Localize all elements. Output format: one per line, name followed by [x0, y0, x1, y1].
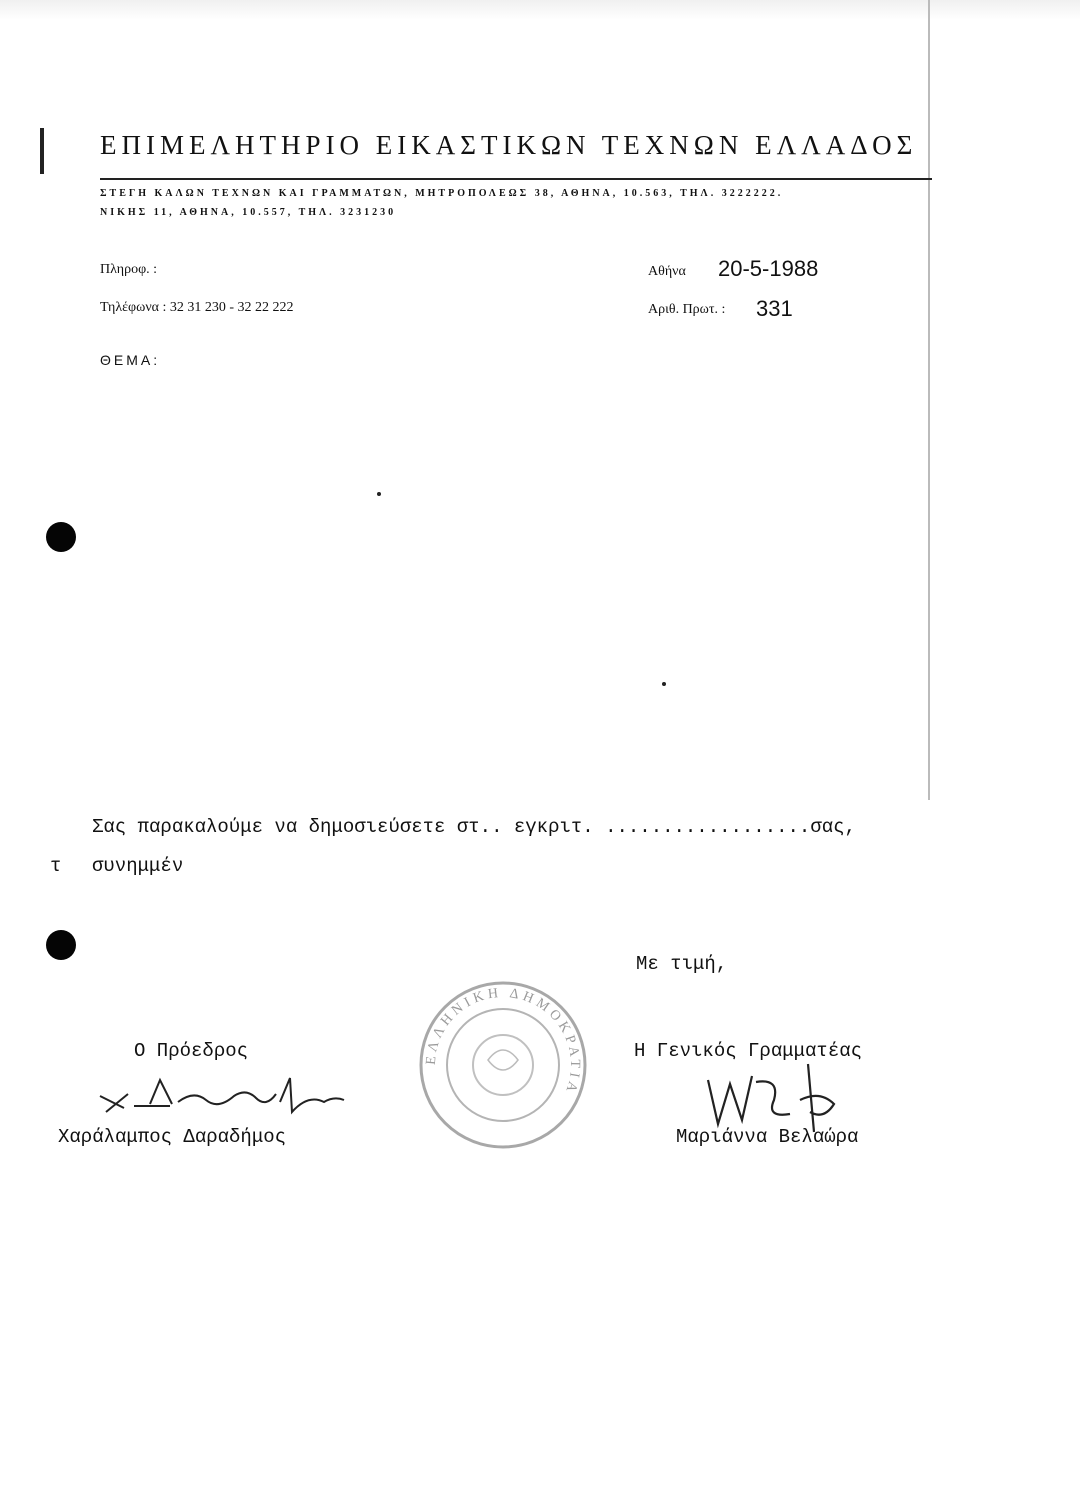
scan-artifact-line	[928, 0, 930, 800]
scan-artifact-bar	[40, 128, 44, 174]
header-rule	[100, 178, 932, 180]
official-stamp	[418, 980, 588, 1155]
city-label: Αθήνα	[648, 264, 686, 279]
body-line-1: Σας παρακαλούμε να δημοσιεύσετε στ.. εγκριτ. ..................σας,	[92, 816, 856, 838]
address-line-2: ΝΙΚΗΣ 11, ΑΘΗΝΑ, 10.557, ΤΗΛ. 3231230	[100, 207, 397, 218]
protocol-number: 331	[756, 296, 793, 321]
secretary-name: Μαριάννα Βελαώρα	[676, 1126, 859, 1148]
organization-title: ΕΠΙΜΕΛΗΤΗΡΙΟ ΕΙΚΑΣΤΙΚΩΝ ΤΕΧΝΩΝ ΕΛΛΑΔΟΣ	[100, 130, 918, 160]
subject-label: ΘΕΜΑ:	[100, 352, 161, 368]
scan-speck	[662, 682, 666, 686]
address-line-1: ΣΤΕΓΗ ΚΑΛΩΝ ΤΕΧΝΩΝ ΚΑΙ ΓΡΑΜΜΑΤΩΝ, ΜΗΤΡΟΠΟΛΕΩΣ 38, ΑΘΗΝΑ, 10.563, ΤΗΛ. 3222222.	[100, 188, 784, 199]
protocol-label: Αριθ. Πρωτ. :	[648, 302, 726, 317]
president-signature	[98, 1072, 358, 1126]
secretary-title: Η Γενικός Γραμματέας	[634, 1040, 863, 1062]
info-label: Πληροφ. :	[100, 262, 158, 277]
stamp-text: ΕΛΛΗΝΙΚΗ ΔΗΜΟΚΡΑΤΙΑ	[423, 985, 583, 1098]
scan-speck	[377, 492, 381, 496]
scan-edge-shading	[0, 0, 1080, 20]
phones-text: Τηλέφωνα : 32 31 230 - 32 22 222	[100, 300, 294, 315]
closing-text: Με τιμή,	[636, 953, 728, 975]
body-line-2: συνημμέν	[92, 855, 184, 877]
president-name: Χαράλαμπος Δαραδήμος	[58, 1126, 287, 1148]
body-line-2-prefix: τ	[50, 855, 62, 877]
punch-hole	[46, 522, 76, 552]
president-title: Ο Πρόεδρος	[134, 1040, 249, 1062]
punch-hole	[46, 930, 76, 960]
date-value: 20-5-1988	[718, 256, 819, 281]
